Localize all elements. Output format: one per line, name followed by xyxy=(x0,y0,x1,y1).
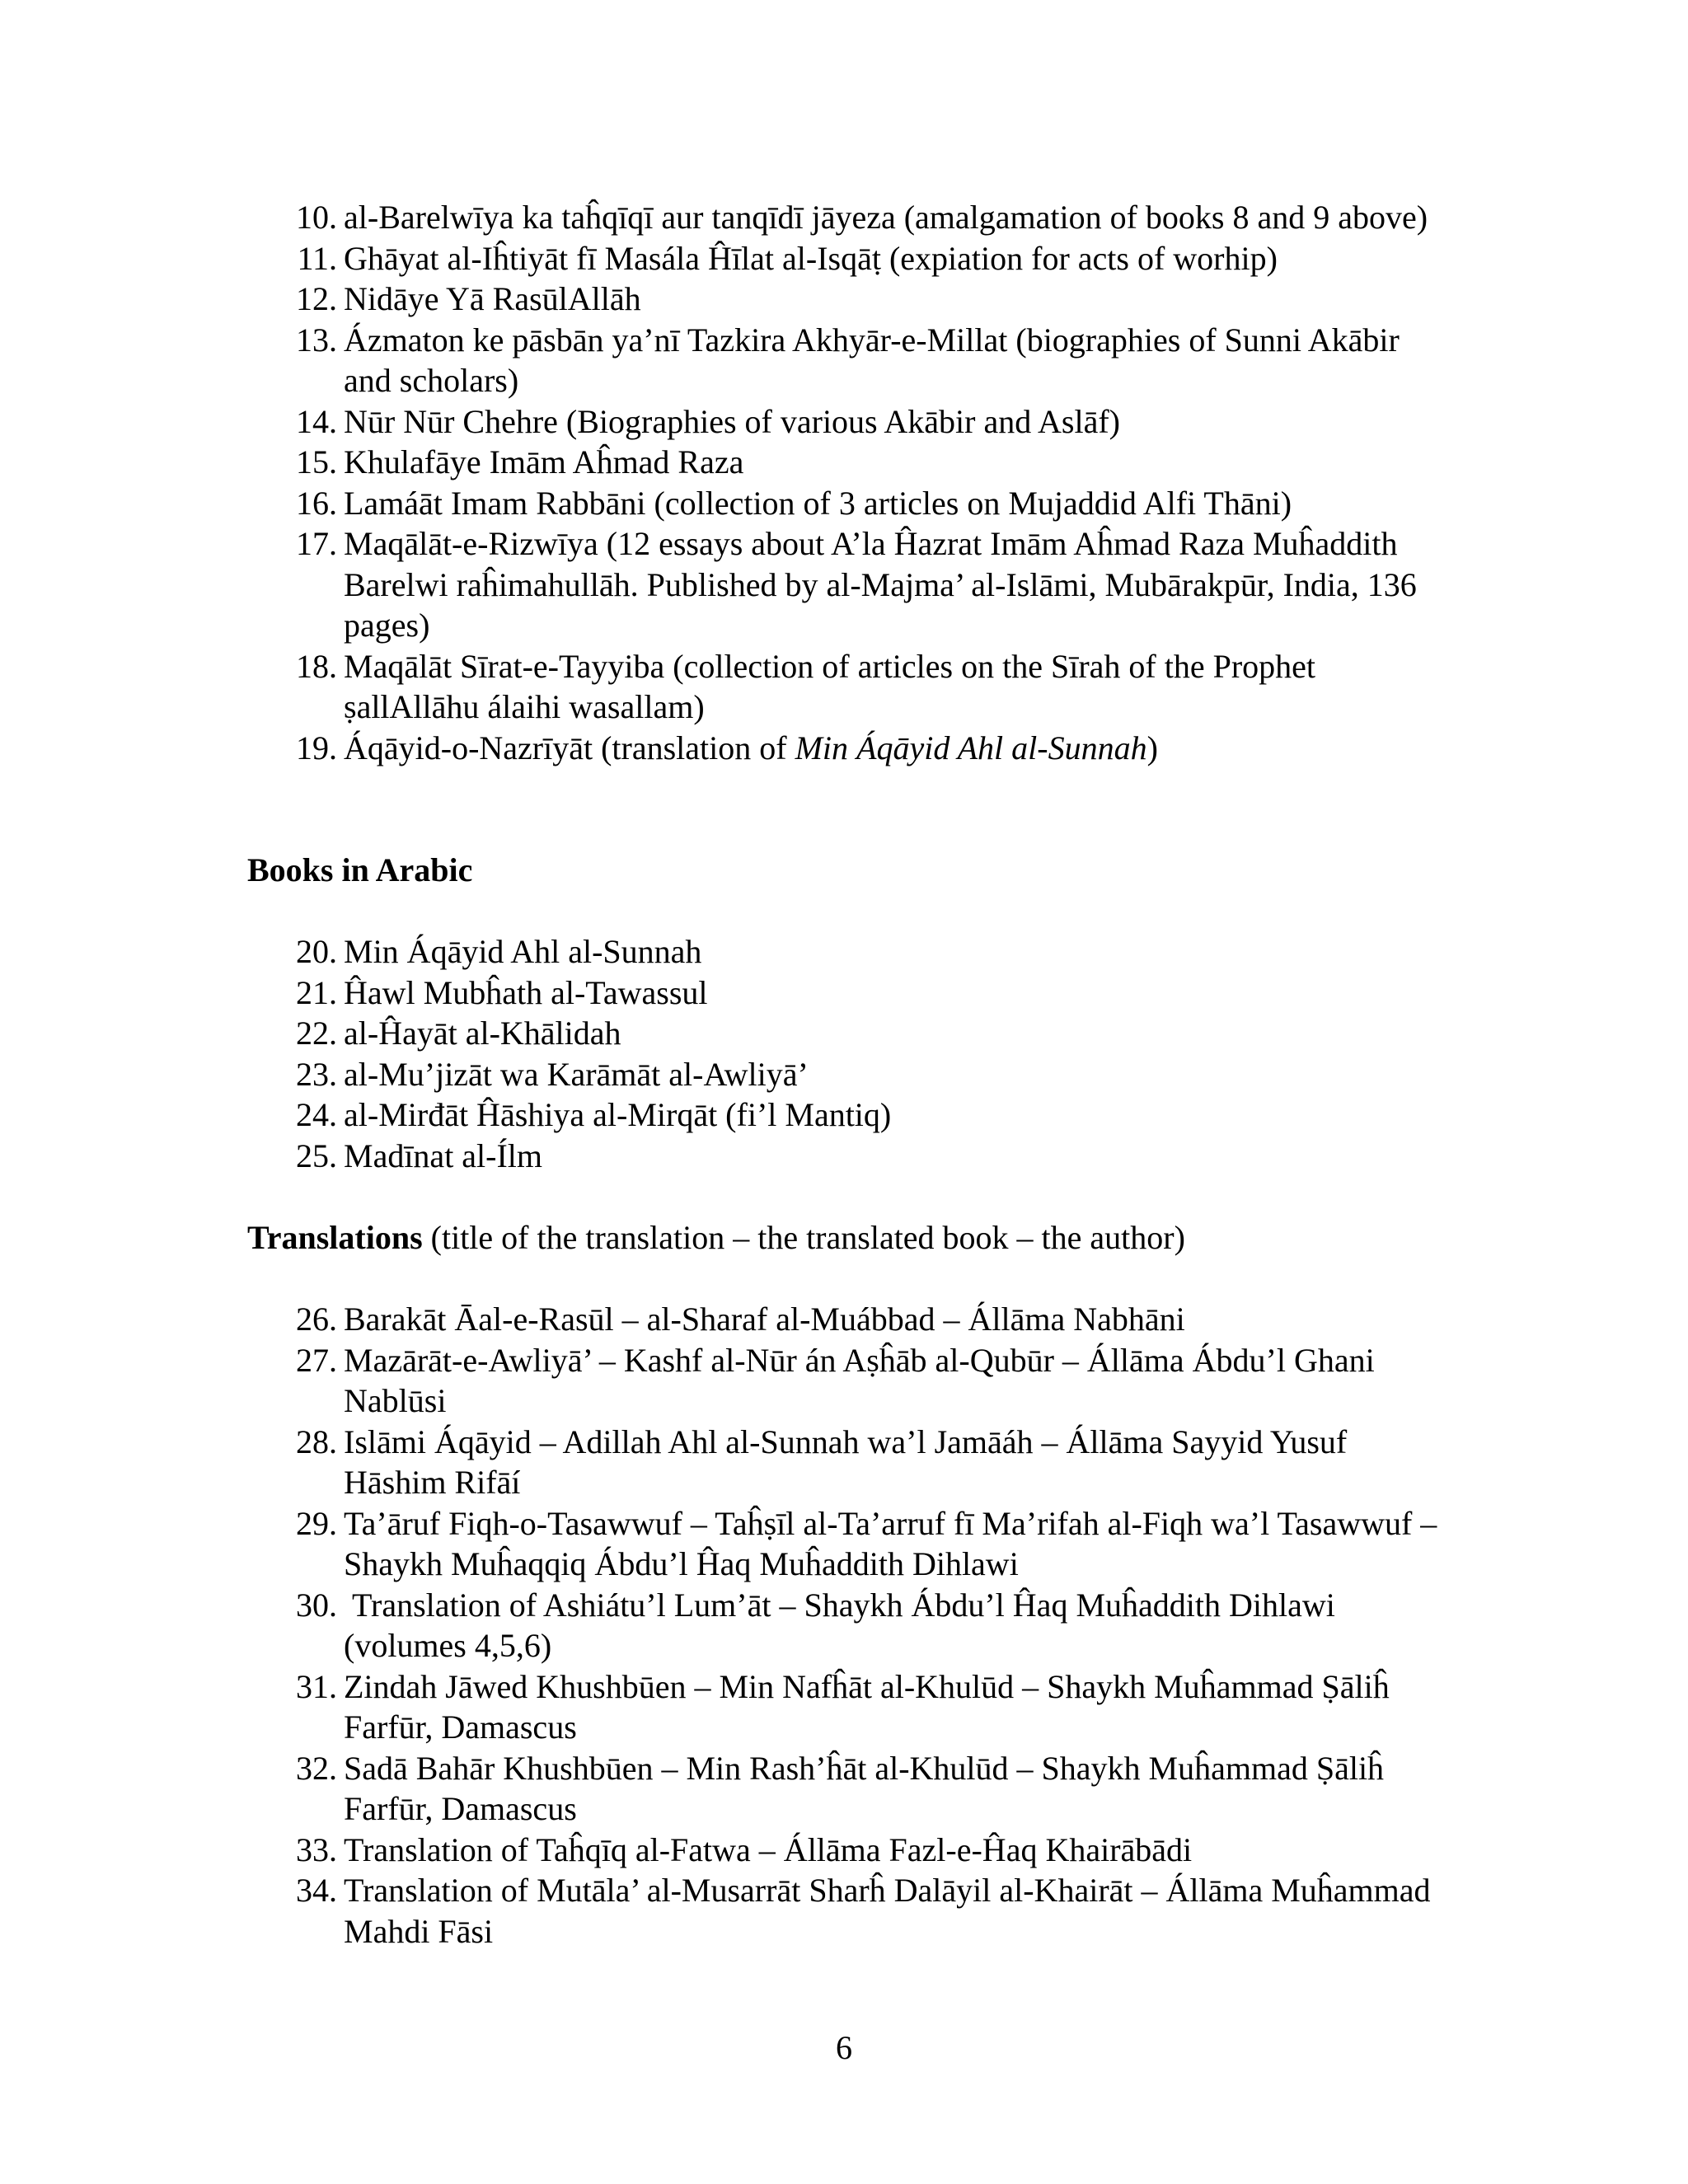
heading-text: Translations xyxy=(247,1219,423,1256)
item-text: al-Mu’jizāt wa Karāmāt al-Awliyā’ xyxy=(344,1055,809,1093)
item-text: Translation of Ashiátu’l Lum’āt – Shaykh Ábdu’l Ĥaq Muĥaddith Dihlawi (volumes 4,5,6) xyxy=(344,1586,1343,1664)
heading-text: Books in Arabic xyxy=(247,851,473,888)
item-text: al-Barelwīya ka taĥqīqī aur tanqīdī jāyeza (amalgamation of books 8 and 9 above) xyxy=(344,199,1428,236)
item-number: 23. xyxy=(296,1055,337,1093)
list-item xyxy=(247,1054,1442,1095)
item-text: Barakāt Āal-e-Rasūl – al-Sharaf al-Muábbad – Állāma Nabhāni xyxy=(344,1301,1185,1338)
item-text: Ghāyat al-Iĥtiyāt fī Masála Ĥīlat al-Isqāṭ (expiation for acts of worhip) xyxy=(344,239,1278,277)
item-number: 20. xyxy=(296,933,337,970)
item-number: 21. xyxy=(296,973,337,1011)
list-item xyxy=(247,279,1442,320)
item-text: Ta’āruf Fiqh-o-Tasawwuf – Taĥṣīl al-Ta’arruf fī Ma’rifah al-Fiqh wa’l Tasawwuf – Shaykh Muĥaqqiq Ábdu’l Ĥaq Muĥaddith Dihlawi xyxy=(344,1504,1446,1582)
list-item xyxy=(247,1136,1442,1177)
list-item xyxy=(247,1299,1442,1340)
list-item xyxy=(247,931,1442,972)
list-item xyxy=(247,320,1442,401)
book-list-continued xyxy=(247,197,1442,768)
item-text: Zindah Jāwed Khushbūen – Min Nafĥāt al-Khulūd – Shaykh Muĥammad Ṣāliĥ Farfūr, Damascus xyxy=(344,1667,1398,1746)
item-text: al-Ĥayāt al-Khālidah xyxy=(344,1015,621,1052)
item-number: 22. xyxy=(296,1015,337,1052)
item-number: 25. xyxy=(296,1137,337,1174)
item-text: al-Mirđāt Ĥāshiya al-Mirqāt (fi’l Mantiq) xyxy=(344,1096,892,1133)
list-item xyxy=(247,238,1442,279)
item-text: Khulafāye Imām Aĥmad Raza xyxy=(344,443,744,480)
list-item xyxy=(247,972,1442,1014)
list-item xyxy=(247,523,1442,646)
item-number: 29. xyxy=(296,1504,337,1542)
item-number: 10. xyxy=(296,199,337,236)
arabic-books-list xyxy=(247,931,1442,1176)
section-heading-arabic xyxy=(247,850,1442,891)
list-item xyxy=(247,1094,1442,1136)
item-number: 24. xyxy=(296,1096,337,1133)
item-number: 18. xyxy=(296,647,337,685)
list-item xyxy=(247,728,1442,769)
page-number: 6 xyxy=(836,2029,852,2066)
item-number: 31. xyxy=(296,1667,337,1705)
item-text: Lamáāt Imam Rabbāni (collection of 3 articles on Mujaddid Alfi Thāni) xyxy=(344,484,1292,522)
item-number: 34. xyxy=(296,1872,337,1909)
item-text xyxy=(344,728,1442,769)
item-text: Maqālāt-e-Rizwīya (12 essays about A’la Ĥazrat Imām Aĥmad Raza Muĥaddith Barelwi raĥimahullāh. Published by al-Majma’ al-Islāmi, Mubārakpūr, India, 136 pages) xyxy=(344,525,1425,644)
item-number: 17. xyxy=(296,525,337,562)
list-item xyxy=(247,197,1442,238)
item-text: Ĥawl Mubĥath al-Tawassul xyxy=(344,973,708,1011)
heading-note: (title of the translation – the translated book – the author) xyxy=(422,1219,1185,1256)
item-number: 33. xyxy=(296,1830,337,1868)
list-item xyxy=(247,1422,1442,1503)
list-item xyxy=(247,1870,1442,1952)
item-number: 15. xyxy=(296,443,337,480)
list-item xyxy=(247,442,1442,483)
list-item xyxy=(247,1666,1442,1748)
item-number: 16. xyxy=(296,484,337,522)
list-item xyxy=(247,1830,1442,1871)
item-text: Translation of Mutāla’ al-Musarrāt Sharĥ Dalāyil al-Khairāt – Állāma Muĥammad Mahdi Fāsi xyxy=(344,1872,1439,1950)
item-text: Islāmi Áqāyid – Adillah Ahl al-Sunnah wa’l Jamāáh – Állāma Sayyid Yusuf Hāshim Rifāí xyxy=(344,1422,1356,1501)
item-text-start: Áqāyid-o-Nazrīyāt (translation of xyxy=(344,729,795,766)
item-text: Nidāye Yā RasūlAllāh xyxy=(344,280,641,317)
item-number: 28. xyxy=(296,1422,337,1460)
item-text: Translation of Taĥqīq al-Fatwa – Állāma Fazl-e-Ĥaq Khairābādi xyxy=(344,1830,1193,1868)
list-item xyxy=(247,1013,1442,1054)
translations-list xyxy=(247,1299,1446,1952)
list-item xyxy=(247,1748,1442,1830)
item-text: Sadā Bahār Khushbūen – Min Rash’ĥāt al-Khulūd – Shaykh Muĥammad Ṣāliĥ Farfūr, Damascus xyxy=(344,1749,1393,1827)
item-text: Min Áqāyid Ahl al-Sunnah xyxy=(344,933,702,970)
item-number: 13. xyxy=(296,321,337,359)
list-item xyxy=(247,1503,1446,1585)
item-number: 12. xyxy=(296,280,337,317)
item-text: Madīnat al-Ílm xyxy=(344,1137,543,1174)
item-number: 19. xyxy=(296,729,337,766)
item-number: 26. xyxy=(296,1301,337,1338)
italic-book-title: Min Áqāyid Ahl al-Sunnah xyxy=(795,729,1147,766)
list-item xyxy=(247,1340,1442,1422)
list-item xyxy=(247,483,1442,524)
item-number: 32. xyxy=(296,1749,337,1787)
list-item xyxy=(247,401,1442,443)
item-text-end: ) xyxy=(1146,729,1158,766)
item-number: 30. xyxy=(296,1586,337,1624)
item-text: Maqālāt Sīrat-e-Tayyiba (collection of articles on the Sīrah of the Prophet ṣallAllāhu álaihi wasallam) xyxy=(344,647,1325,725)
item-number: 27. xyxy=(296,1341,337,1379)
item-text: Ázmaton ke pāsbān ya’nī Tazkira Akhyār-e-Millat (biographies of Sunni Akābir and scholars) xyxy=(344,321,1408,399)
section-heading-translations xyxy=(247,1217,1442,1258)
item-number: 14. xyxy=(296,402,337,440)
item-number: 11. xyxy=(297,239,337,277)
list-item xyxy=(247,646,1442,728)
item-text: Nūr Nūr Chehre (Biographies of various Akābir and Aslāf) xyxy=(344,402,1120,440)
list-item xyxy=(247,1585,1442,1666)
item-text: Mazārāt-e-Awliyā’ – Kashf al-Nūr án Aṣĥāb al-Qubūr – Állāma Ábdu’l Ghani Nablūsi xyxy=(344,1341,1383,1419)
